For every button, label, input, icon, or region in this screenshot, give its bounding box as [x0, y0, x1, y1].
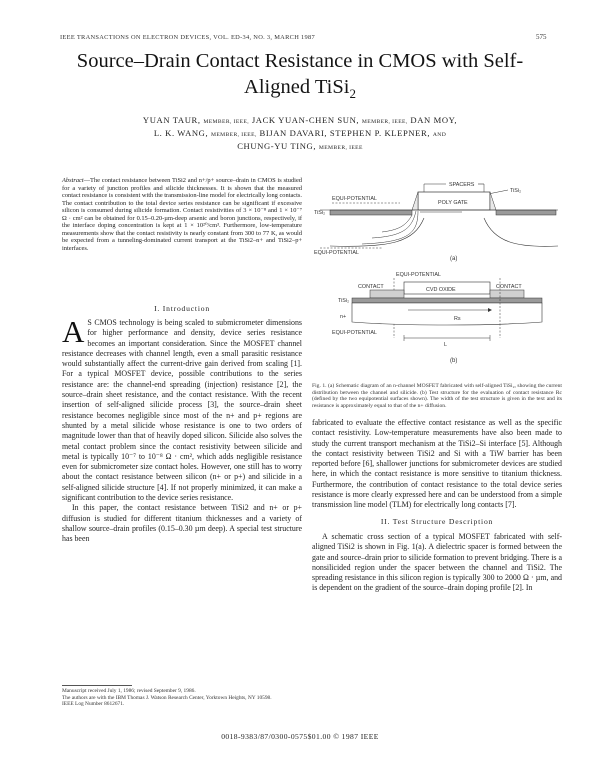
footnote [62, 685, 302, 708]
author-taur-membership: MEMBER, IEEE, [203, 119, 250, 125]
right-column-paragraph-1: fabricated to evaluate the effective contact resistance as well as the specific contact resistivity. Low-temperature measurements have also been made to study the current transport mechanism at the TiSi2–Si interface [5]. Although the contact resistivity between TiSi2 and Si with a TiW barrier has been reported before [6], shallower junctions for submicrometer devices are studied here, in which the contact resistance is more sensitive to titanium thickness. Furthermore, the contribution of contact resistance to the total device series resistance is more clearly expressed here and can be understood from a simple transmission line model (TLM) for electrically long contacts [7]. [312, 418, 562, 510]
footnote-rule [62, 685, 132, 686]
author-davari-klepner: BIJAN DAVARI, STEPHEN P. KLEPNER, [259, 128, 431, 138]
abstract-lead: Abstract [62, 177, 84, 184]
author-sun: JACK YUAN-CHEN SUN, [251, 115, 360, 125]
paper-title [30, 48, 570, 107]
label-fig-b: (b) [450, 358, 458, 364]
intro-paragraph-1-text: S CMOS technology is being scaled to submicrometer dimensions for higher performance and density, device series resistance becomes an important consideration. Since the MOSFET channel resistance decreases with channel length, even a small parasitic resistance would substantially affect the current-drive gain derived from scaling [1]. For a typical MOSFET device, possible contributions to the series resistance are: the channel-end spreading (injection) resistance [2], the source–drain sheet resistance, and the contact resistance. With the recent insertion of self-aligned silicide process [3], the source–drain sheet resistance becomes negligible since most of the n+ and p+ regions are shunted by a metal silicide whose resistance is one to two orders of magnitude lower than that of heavily doped silicon. Silicide also solves the metal contact problem since the contact resistivity between silicide and metal is typically 10⁻⁷ to 10⁻⁸ Ω · cm², which adds negligible resistance even for submicrometer size contact holes. However, one still has to worry about the contact resistance between silicon (n+ or p+) and silicide in a self-aligned silicide structure [4]. If not properly minimized, it can make a significant contribution to the device series resistance. [62, 318, 302, 503]
author-ting-membership: MEMBER, IEEE [318, 145, 363, 151]
footnote-log: IEEE Log Number 8612671. [62, 701, 125, 708]
intro-heading: I. Introduction [154, 304, 210, 313]
label-cvd-oxide: CVD OXIDE [426, 287, 456, 293]
label-poly-gate: POLY GATE [438, 200, 468, 206]
author-wang-membership: MEMBER, IEEE, [210, 132, 257, 138]
label-fig-a: (a) [450, 256, 458, 262]
intro-paragraph-2: In this paper, the contact resistance between TiSi2 and n+ or p+ diffusion is studied for different titanium thicknesses and a variety of shallow source–drain profiles (0.15–0.30 µm deep). A special test structure has been [62, 503, 302, 544]
left-column [62, 318, 302, 660]
label-n-plus: n+ [340, 314, 347, 320]
right-column [312, 418, 562, 723]
figure-1-caption: Fig. 1. (a) Schematic diagram of an n-channel MOSFET fabricated with self-aligned TiSi₂, showing the current distribution between the channel and silicide. (b) Test structure for the evaluation of contact resistance Rc (defined by the two equipotential surfaces shown). The width of the test structure is given in the text and its resistance is approximately equal to that of the n+ diffusion. [312, 383, 562, 409]
label-spacers: SPACERS [449, 182, 475, 188]
label-rs: Rs [454, 316, 461, 322]
title-line-2 [30, 74, 570, 107]
footnote-received: Manuscript received July 1, 1986; revised September 9, 1986. [62, 688, 196, 694]
author-wang: L. K. WANG, [153, 128, 209, 138]
label-tisi2-b: TiSi₂ [338, 298, 350, 304]
author-line-3 [40, 141, 560, 154]
intro-paragraph-1 [62, 318, 302, 503]
label-tisi2-left: TiSi₂ [314, 210, 326, 216]
author-taur: YUAN TAUR, [142, 115, 201, 125]
author-moy: DAN MOY, [410, 115, 458, 125]
label-equi-potential-b-top: EQUI-POTENTIAL [396, 272, 441, 278]
figure-1 [312, 178, 564, 378]
author-line-1 [40, 115, 560, 128]
abstract [62, 177, 302, 252]
running-head: IEEE TRANSACTIONS ON ELECTRON DEVICES, VOL. ED-34, NO. 3, MARCH 1987 [60, 34, 316, 41]
title-line-1: Source–Drain Contact Resistance in CMOS with Self- [76, 50, 524, 72]
section-2-heading: II. Test Structure Description [380, 516, 494, 526]
label-contact-left: CONTACT [358, 284, 384, 290]
section-2-paragraph-1: A schematic cross section of a typical MOSFET fabricated with self-aligned TiSi2 is shown in Fig. 1(a). A dielectric spacer is formed between the gate and source–drain prior to silicide formation to prevent bridging. There is a nonsilicided region under the spacer between the channel and TiSi2. The spreading resistance in this silicon region is typically 300 to 2000 Ω · µm, and is dependent on the gradient of the source–drain doping profile [2]. In [312, 531, 562, 593]
drop-cap: A [62, 318, 85, 349]
title-line-2-main: Aligned TiSi [244, 76, 350, 98]
author-line-2 [40, 128, 560, 141]
label-equi-potential-a-top: EQUI-POTENTIAL [332, 196, 377, 202]
label-equi-potential-b-bottom: EQUI-POTENTIAL [332, 330, 377, 336]
figure-1a [314, 182, 558, 262]
author-sun-membership: MEMBER, IEEE, [361, 119, 408, 125]
author-list [40, 115, 560, 154]
figure-1b [332, 272, 542, 364]
footnote-affiliation: The authors are with the IBM Thomas J. Watson Research Center, Yorktown Heights, NY 10598. [62, 694, 272, 701]
author-and: AND [432, 132, 447, 138]
label-equi-potential-a-bottom: EQUI-POTENTIAL [314, 250, 359, 256]
page-number: 575 [536, 33, 547, 41]
label-contact-right: CONTACT [496, 284, 522, 290]
title-line-2-sub: 2 [349, 86, 356, 102]
label-tisi2-top: TiSi₂ [510, 188, 522, 194]
abstract-text: —The contact resistance between TiSi2 and n+/p+ source–drain in CMOS is studied for a variety of junction profiles and silicide thicknesses. It is shown that the measured contact resistance is consistent with the transmission-line model for electrically long contacts. The contact contribution to the total device series resistance can be significant if excessive silicon is consumed during silicide formation. Contact resistivities of 3 × 10⁻⁸ and 1 × 10⁻⁷ Ω · cm² can be obtained for 0.15–0.20-µm-deep arsenic and boron junctions, respectively, if the interface doping concentration is kept at 1 × 10²⁰/cm³. Furthermore, low-temperature measurements show that the contact resistivity is nearly constant from 300 to 77 K, as would be expected from a tunneling-dominated current transport at the TiSi2–n+ and TiSi2–p+ interfaces. [62, 177, 302, 252]
author-ting: CHUNG-YU TING, [237, 141, 317, 151]
label-l: L [444, 342, 447, 348]
copyright-footer: 0018-9383/87/0300-0575$01.00 © 1987 IEEE [221, 732, 379, 741]
